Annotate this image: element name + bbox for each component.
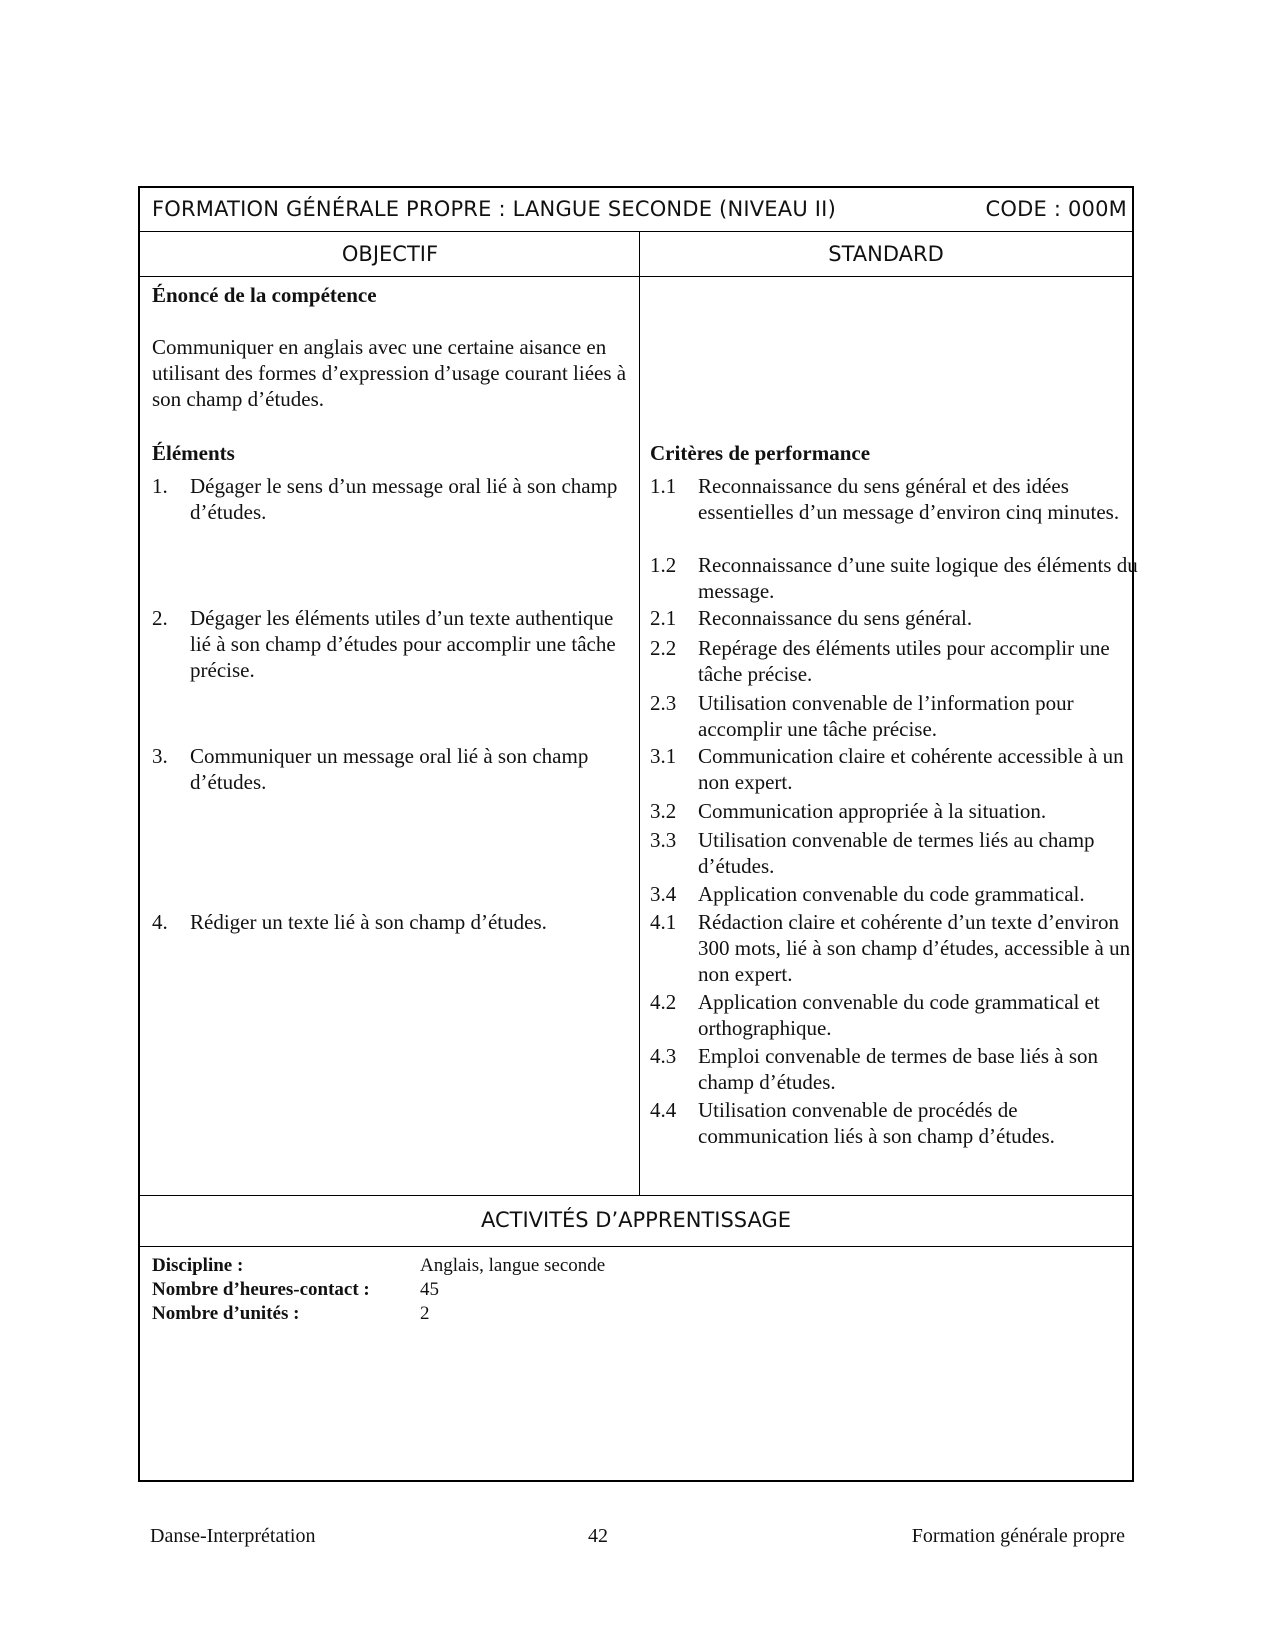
footer-page-number: 42 [588,1525,608,1547]
critere-number: 4.1 [650,910,677,934]
critere-number: 3.2 [650,799,677,823]
critere-text: Application convenable du code grammatical et orthographique. [698,990,1100,1040]
column-header-standard: STANDARD [828,242,944,266]
heures-label: Nombre d’heures-contact : [152,1279,370,1300]
elements-title: Éléments [152,441,235,465]
column-header-objectif: OBJECTIF [341,242,439,266]
critere-number: 1.1 [650,474,677,498]
element-number: 1. [152,474,168,498]
critere-text: Utilisation convenable de l’information pour accomplir une tâche précise. [698,691,1074,741]
course-details [152,1254,1052,1326]
critere-number: 2.2 [650,636,677,660]
critere-text: Utilisation convenable de procédés de communication liés à son champ d’études. [698,1098,1055,1148]
table-title: FORMATION GÉNÉRALE PROPRE : LANGUE SECONDE (NIVEAU II) [152,197,836,221]
critere-text: Repérage des éléments utiles pour accomplir une tâche précise. [698,636,1110,686]
enonce-text: Communiquer en anglais avec une certaine aisance en utilisant des formes d’expression d’usage courant liées à son champ d’études. [152,335,627,411]
heures-value: 45 [420,1279,439,1300]
critere-text: Reconnaissance du sens général. [698,606,973,630]
discipline-value: Anglais, langue seconde [420,1255,606,1276]
critere-text: Rédaction claire et cohérente d’un texte d’environ 300 mots, lié à son champ d’études, accessible à un non expert. [698,910,1131,986]
unites-value: 2 [420,1303,430,1324]
element-text: Dégager les éléments utiles d’un texte authentique lié à son champ d’études pour accomplir une tâche précise. [190,606,616,682]
course-code: CODE : 000M [985,197,1127,221]
unites-line [152,1302,1052,1326]
discipline-label: Discipline : [152,1255,244,1276]
critere-text: Application convenable du code grammatical. [698,882,1085,906]
critere-text: Reconnaissance d’une suite logique des éléments du message. [698,553,1138,603]
critere-number: 1.2 [650,553,677,577]
critere-number: 2.3 [650,691,677,715]
element-number: 4. [152,910,168,934]
heures-line [152,1278,1052,1302]
table-header-row [140,188,1132,232]
critere-text: Communication claire et cohérente accessible à un non expert. [698,744,1124,794]
critere-text: Utilisation convenable de termes liés au champ d’études. [698,828,1095,878]
activites-title: ACTIVITÉS D’APPRENTISSAGE [480,1208,792,1232]
critere-number: 3.4 [650,882,677,906]
element-text: Rédiger un texte lié à son champ d’études. [190,910,547,934]
critere-number: 4.3 [650,1044,677,1068]
critere-text: Communication appropriée à la situation. [698,799,1047,823]
critere-number: 4.4 [650,1098,677,1122]
critere-number: 3.3 [650,828,677,852]
criteres-title: Critères de performance [650,441,871,465]
discipline-line [152,1254,1052,1278]
element-text: Communiquer un message oral lié à son champ d’études. [190,744,589,794]
critere-text: Reconnaissance du sens général et des idées essentielles d’un message d’environ cinq minutes. [698,474,1120,524]
footer-program: Danse-Interprétation [150,1525,316,1547]
element-text: Dégager le sens d’un message oral lié à son champ d’études. [190,474,618,524]
critere-number: 4.2 [650,990,677,1014]
element-number: 3. [152,744,168,768]
critere-number: 3.1 [650,744,677,768]
enonce-title: Énoncé de la compétence [152,283,377,307]
table-body [140,277,1138,1195]
unites-label: Nombre d’unités : [152,1303,300,1324]
footer-section: Formation générale propre [911,1525,1125,1547]
critere-number: 2.1 [650,606,677,630]
critere-text: Emploi convenable de termes de base liés à son champ d’études. [698,1044,1099,1094]
element-number: 2. [152,606,168,630]
column-headers [140,232,1132,277]
competency-table [138,186,1138,1482]
activites-header [140,1195,1132,1247]
